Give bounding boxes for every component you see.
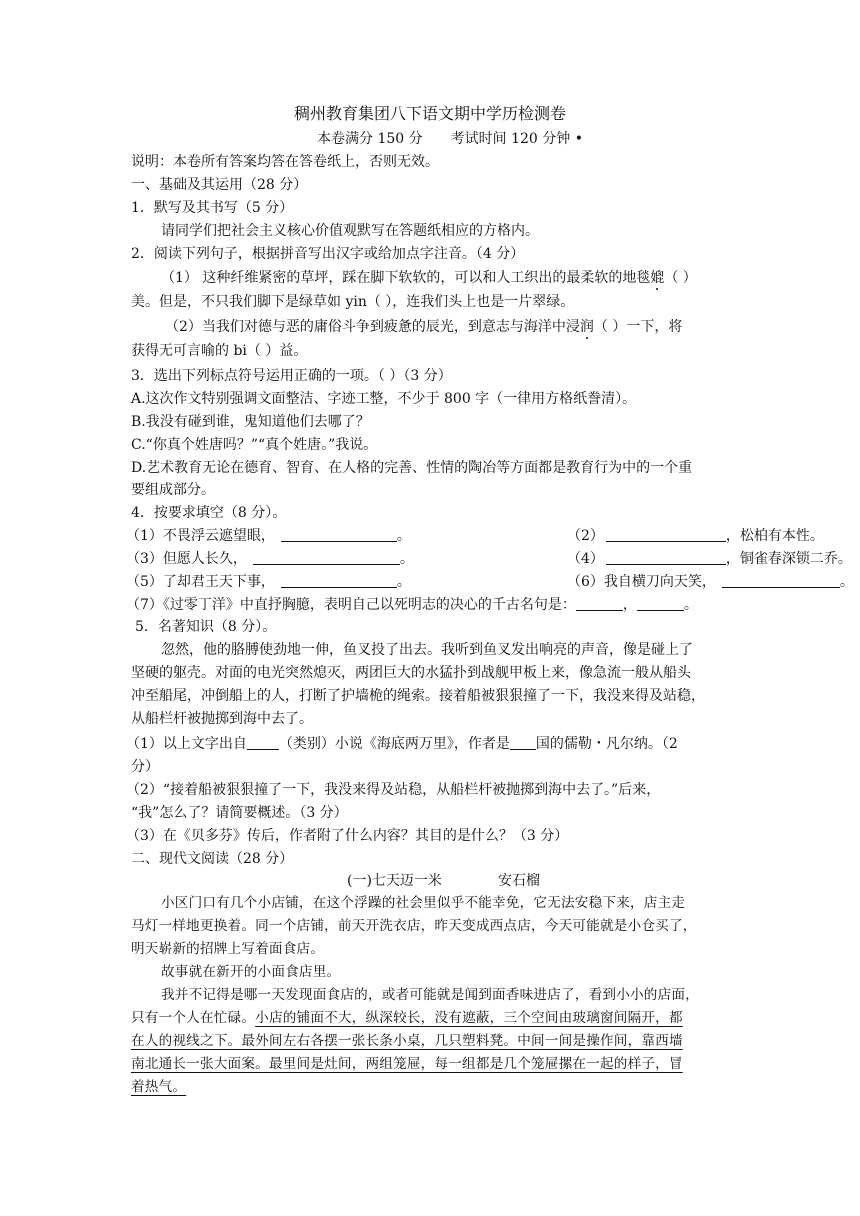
q4-item-4-label: （4） [567, 551, 604, 567]
article-para-3-line-2 [131, 1008, 731, 1028]
question-4-row-3 [126, 572, 854, 592]
article-title: (一)七天迈一米 [347, 873, 442, 889]
answer-blank [606, 550, 726, 565]
instructions-note: 说明：本卷所有答案均答在答卷纸上，否则无效。 [131, 154, 439, 170]
answer-blank [576, 596, 623, 611]
question-3-option-b: B.我没有碰到谁，鬼知道他们去哪了？ [131, 414, 370, 430]
q4-item-2 [567, 526, 824, 546]
question-1-title: 1．默写及其书写（5 分） [131, 200, 294, 216]
q4-item-2-label: （2） [567, 528, 604, 544]
q4-comma: ， [622, 597, 637, 613]
q4-period: 。 [396, 574, 411, 590]
article-para-3-line-4: 南北通长一张大面案。最里间是灶间，两组笼屉，每一组都是几个笼屉摞在一起的样子，冒 [131, 1056, 683, 1072]
q5-sub-1-cont: 分） [131, 759, 159, 775]
article-author: 安石榴 [498, 873, 540, 889]
q5-passage-line-3: 冲至船尾，冲倒船上的人，打断了护墙桅的绳索。接着船被狠狠撞了一下，我没来得及站稳， [131, 688, 705, 704]
q2-s2-blank: （ ）一下，将 [593, 319, 683, 335]
article-para-2: 故事就在新开的小面食店里。 [161, 964, 341, 980]
article-para-1-line-1: 小区门口有几个小店铺，在这个浮躁的社会里似乎不能幸免，它无法安稳下来，店主走 [161, 895, 686, 911]
question-2-sentence-1a [161, 268, 761, 288]
q5-sub-1-text-a: （1）以上文字出自 [126, 736, 247, 752]
question-4-row-1 [126, 526, 824, 546]
q5-sub-3: （3）在《贝多芬》传后，作者附了什么内容？其目的是什么？（3 分） [126, 828, 569, 844]
question-3-option-c: C.“你真个姓唐吗？”“真个姓唐。”我说。 [131, 437, 378, 453]
question-4-row-4 [126, 595, 726, 615]
q5-passage-line-2: 坚硬的躯壳。对面的电光突然熄灭，两团巨大的水猛扑到战舰甲板上来，像急流一般从船头 [131, 665, 691, 681]
q5-passage-line-1: 忽然，他的胳膊使劲地一伸，鱼叉投了出去。我听到鱼叉发出响亮的声音，像是碰上了 [161, 642, 693, 658]
question-2-title: 2．阅读下列句子，根据拼音写出汉字或给加点字注音。（4 分） [131, 246, 525, 262]
q4-item-1: （1）不畏浮云遮望眼， [126, 528, 275, 544]
q4-item-4 [567, 549, 852, 569]
q4-item-6-label: （6）我自横刀向天笑， [567, 574, 716, 590]
article-para-3-text: 只有一个人在忙碌。 [131, 1010, 256, 1026]
q2-s1-blank: （ ） [664, 270, 697, 286]
answer-blank [247, 735, 279, 750]
q2-s2-dotted-char: 润 [579, 319, 594, 335]
q5-sub-1-text-c: 国的儒勒・凡尔纳。（2 [535, 736, 678, 752]
article-underlined-text: 小店的铺面不大，纵深较长，没有遮蔽，三个空间由玻璃窗间隔开，都 [255, 1010, 683, 1026]
article-para-1-line-2: 马灯一样地更换着。同一个店铺，前天开洗衣店，昨天变成西点店，今天可能就是小仓买了， [131, 918, 697, 934]
question-2-sentence-2b: 获得无可言喻的 bi（ ）益。 [131, 343, 308, 359]
question-1-text: 请同学们把社会主义核心价值观默写在答题纸相应的方格内。 [161, 223, 539, 239]
q5-sub-1-text-b: （类别）小说《海底两万里》，作者是 [278, 736, 510, 752]
article-para-1-line-3: 明天崭新的招牌上写着面食店。 [131, 941, 325, 957]
q2-s1-text: （1） 这种纤维紧密的草坪，踩在脚下软软的，可以和人工织出的最柔软的地毯 [161, 270, 651, 286]
answer-blank [722, 573, 840, 588]
question-3-option-d-cont: 要组成部分。 [131, 482, 215, 498]
q4-item-7: （7）《过零丁洋》中直抒胸臆，表明自己以死明志的决心的千古名句是： [126, 597, 576, 613]
answer-blank [253, 550, 400, 565]
q4-item-5: （5）了却君王天下事， [126, 574, 275, 590]
question-3-title: 3．选出下列标点符号运用正确的一项。（ ）（3 分） [131, 368, 452, 384]
section-heading-1: 一、基础及其运用（28 分） [131, 177, 308, 193]
page-title: 稠州教育集团八下语文期中学历检测卷 [293, 104, 566, 123]
q4-period: 。 [399, 551, 414, 567]
q5-sub-1 [126, 734, 726, 754]
q4-item-3: （3）但愿人长久， [126, 551, 247, 567]
article-para-3-line-1: 我并不记得是哪一天发现面食店的，或者可能就是闻到面香味进店了，看到小小的店面， [161, 987, 699, 1003]
q4-item-6 [567, 572, 854, 592]
page-subtitle: 本卷满分 150 分 考试时间 120 分钟 • [317, 131, 583, 147]
section-heading-2: 二、现代文阅读（28 分） [131, 851, 294, 867]
article-para-3-line-3: 在人的视线之下。最外间左右各摆一张长条小桌，几只塑料凳。中间一间是操作间，靠西墙 [131, 1033, 683, 1049]
q4-item-2-text: ，松柏有本性。 [725, 528, 824, 544]
question-2-sentence-1b: 美。但是，不只我们脚下是绿草如 yin（ ），连我们头上也是一片翠绿。 [131, 294, 575, 310]
answer-blank [281, 573, 397, 588]
q4-period: 。 [683, 597, 698, 613]
answer-blank [637, 596, 684, 611]
q4-period: 。 [839, 574, 854, 590]
question-3-option-a: A.这次作文特别强调文面整洁、字迹工整，不少于 800 字（一律用方格纸誊清）。 [131, 391, 637, 407]
q5-sub-2-cont: “我”怎么了？请简要概述。（3 分） [131, 805, 348, 821]
article-para-3-line-5: 着热气。 [131, 1079, 187, 1095]
question-3-option-d: D.艺术教育无论在德育、智育、在人格的完善、性情的陶冶等方面都是教育行为中的一个重 [131, 460, 693, 476]
q4-period: 。 [396, 528, 411, 544]
q4-item-4-text: ，铜雀春深锁二乔。 [725, 551, 852, 567]
answer-blank [606, 527, 726, 542]
q5-passage-line-4: 从船栏杆被抛掷到海中去了。 [131, 711, 313, 727]
q5-sub-2: （2）“接着船被狠狠撞了一下，我没来得及站稳，从船栏杆被抛掷到海中去了。”后来， [126, 782, 661, 798]
answer-blank [510, 735, 536, 750]
question-4-row-2 [126, 549, 852, 569]
question-5-title: 5．名著知识（8 分）。 [135, 619, 277, 635]
question-4-title: 4．按要求填空（8 分）。 [131, 505, 287, 521]
q2-s2-text: （2）当我们对德与恶的庸俗斗争到疲惫的辰光，到意志与海洋中浸 [165, 319, 580, 335]
question-2-sentence-2a [165, 317, 765, 337]
q2-dotted-char: 媲 [650, 270, 665, 286]
answer-blank [281, 527, 397, 542]
